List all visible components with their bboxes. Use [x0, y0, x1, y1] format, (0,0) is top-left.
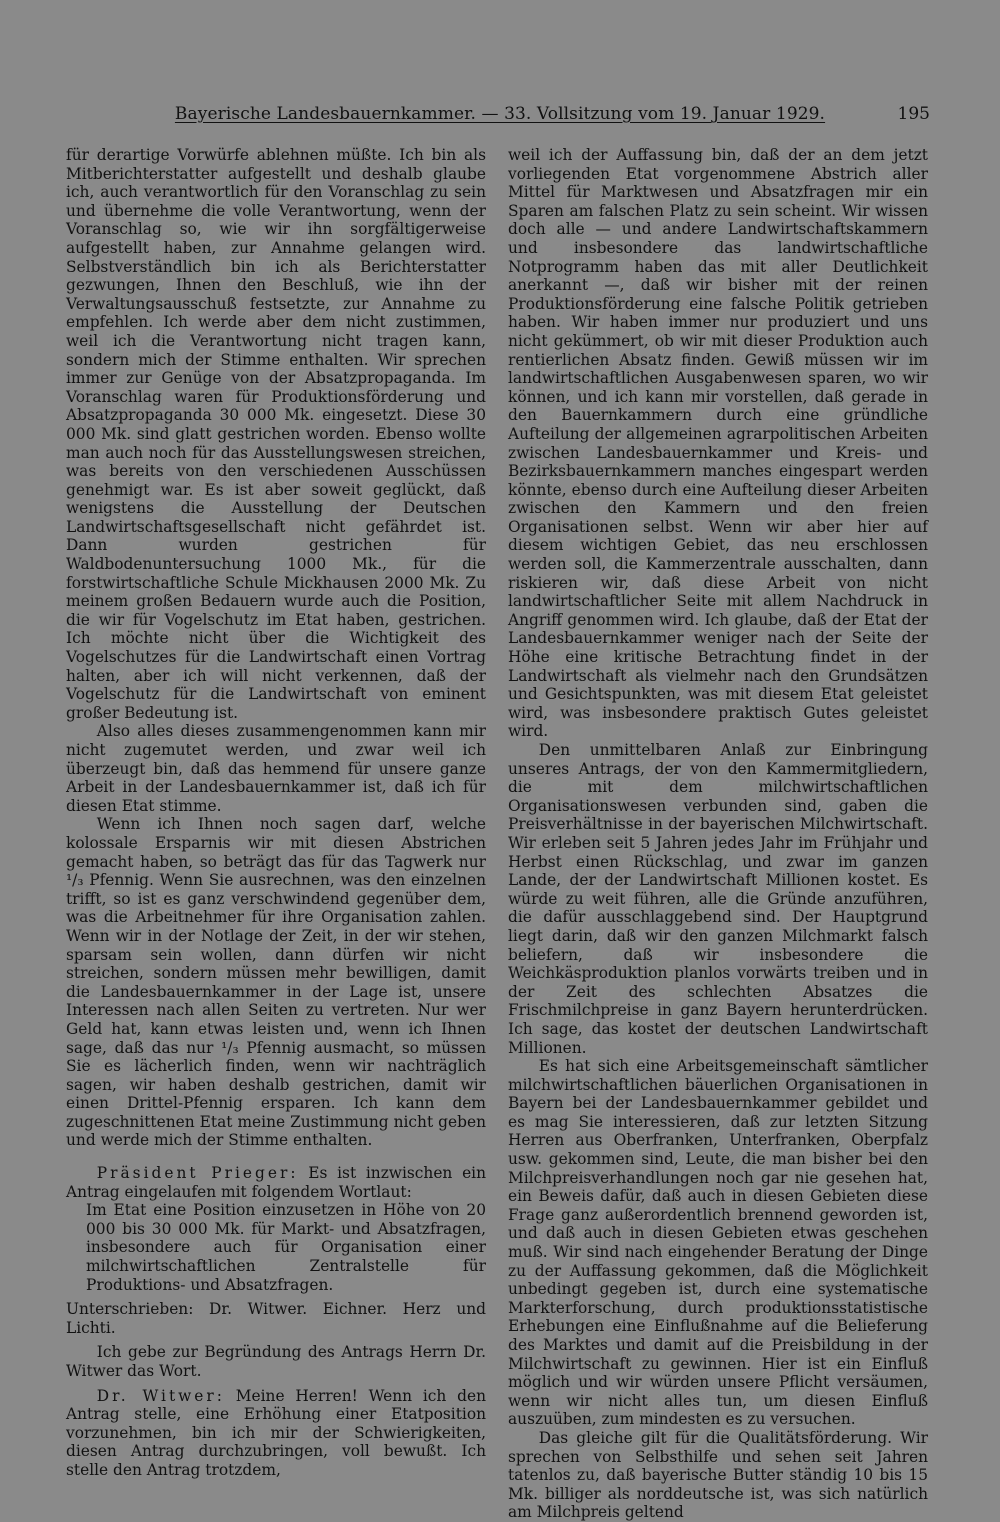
paragraph: Wenn ich Ihnen noch sagen darf, welche kolossale Ersparnis wir mit diesen Abstrichen gemacht haben, so beträgt das für das Tagwerk nur ¹/₃ Pfennig. Wenn Sie ausrechnen, was den einzelnen trifft, so ist es ganz verschwindend gegenüber dem, was die Arbeitnehmer für ihre Organisation zahlen. Wenn wir in der Notlage der Zeit, in der wir stehen, sparsam sein wollen, dann dürfen wir nicht streichen, sondern müssen mehr bewilligen, damit die Landesbauernkammer in der Lage ist, unsere Interessen nach allen Seiten zu vertreten. Nur wer Geld hat, kann etwas leisten und, wenn ich Ihnen sage, daß das nur ¹/₃ Pfennig ausmacht, so müssen Sie es lächerlich finden, wenn wir nachträglich sagen, wir haben deshalb gestrichen, damit wir einen Drittel-Pfennig ersparen. Ich kann dem zugeschnittenen Etat meine Zustimmung nicht geben und werde mich der Stimme enthalten.	[66, 815, 486, 1150]
paragraph: weil ich der Auffassung bin, daß der an dem jetzt vorliegenden Etat vorgenommene Abstrich aller Mittel für Marktwesen und Absatzfragen mir ein Sparen am falschen Platz zu sein scheint. Wir wissen doch alle — und andere Landwirtschaftskammern und insbesondere das landwirtschaftliche Notprogramm haben das mit aller Deutlichkeit anerkannt —, daß wir bisher mit der reinen Produktionsförderung eine falsche Politik getrieben haben. Wir haben immer nur produziert und uns nicht gekümmert, ob wir mit dieser Produktion auch rentierlichen Absatz finden. Gewiß müssen wir im landwirtschaftlichen Ausgabenwesen sparen, wo wir können, und ich kann mir vorstellen, daß gerade in den Bauernkammern durch eine gründliche Aufteilung der allgemeinen agrarpolitischen Arbeiten zwischen Landesbauernkammer und Kreis- und Bezirksbauernkammern manches eingespart werden könnte, ebenso durch eine Aufteilung dieser Arbeiten zwischen den Kammern und den freien Organisationen selbst. Wenn wir aber hier auf diesem wichtigen Gebiet, das neu erschlossen werden soll, die Kammerzentrale ausschalten, dann riskieren wir, daß diese Arbeit von nicht landwirtschaftlicher Seite mit allem Nachdruck in Angriff genommen wird. Ich glaube, daß der Etat der Landesbauernkammer weniger nach der Seite der Höhe eine kritische Betrachtung findet in der Landwirtschaft als vielmehr nach den Grundsätzen und Gesichtspunkten, was mit diesem Etat geleistet wird, was insbesondere praktisch Gutes geleistet wird.	[508, 146, 928, 741]
paragraph: Das gleiche gilt für die Qualitätsförderung. Wir sprechen von Selbsthilfe und sehen seit Jahren tatenlos zu, daß bayerische Butter ständig 10 bis 15 Mk. billiger als norddeutsche ist, was sich natürlich am Milchpreis geltend	[508, 1428, 928, 1522]
paragraph: Es hat sich eine Arbeitsgemeinschaft sämtlicher milchwirtschaftlichen bäuerlichen Organisationen in Bayern bei der Landesbauernkammer gebildet und es mag Sie interessieren, daß zur letzten Sitzung Herren aus Oberfranken, Unterfranken, Oberpfalz usw. gekommen sind, Leute, die man bisher bei den Milchpreisverhandlungen noch gar nie gesehen hat, ein Beweis dafür, daß auch in diesen Gebieten diese Frage ganz außerordentlich brennend geworden ist, und daß auch in diesen Gebieten etwas geschehen muß. Wir sind nach eingehender Beratung der Dinge zu der Auffassung gekommen, daß die Möglichkeit unbedingt gegeben ist, durch eine systematische Markterforschung, durch produktionsstatistische Erhebungen eine Einflußnahme auf die Belieferung des Marktes und damit auf die Preisbildung in der Milchwirtschaft zu gewinnen. Hier ist ein Einfluß möglich und wir würden unsere Pflicht versäumen, wenn wir nicht alles tun, um diesen Einfluß auszuüben, zum mindesten es zu versuchen.	[508, 1057, 928, 1429]
speaker-name: Dr. Witwer:	[96, 1386, 225, 1405]
paragraph: Ich gebe zur Begründung des Antrags Herrn Dr. Witwer das Wort.	[66, 1343, 486, 1380]
page-header	[70, 104, 930, 130]
speaker-paragraph	[66, 1387, 486, 1480]
paragraph: Also alles dieses zusammengenommen kann mir nicht zugemutet werden, und zwar weil ich überzeugt bin, daß das hemmend für unsere ganze Arbeit in der Landesbauernkammer ist, daß ich für diesen Etat stimme.	[66, 722, 486, 815]
running-title: Bayerische Landesbauernkammer. — 33. Vollsitzung vom 19. Januar 1929.	[174, 104, 826, 124]
paragraph: für derartige Vorwürfe ablehnen müßte. Ich bin als Mitberichterstatter aufgestellt und deshalb glaube ich, auch verantwortlich für den Voranschlag zu sein und übernehme die volle Verantwortung, wenn der Voranschlag so, wie wir ihn sorgfältigerweise aufgestellt haben, zur Annahme gelangen wird. Selbstverständlich bin ich als Berichterstatter gezwungen, Ihnen den Beschluß, wie ihn der Verwaltungsausschuß festsetzte, zur Annahme zu empfehlen. Ich werde aber dem nicht zustimmen, weil ich die Verantwortung nicht tragen kann, sondern mich der Stimme enthalten. Wir sprechen immer zur Genüge von der Absatzpropaganda. Im Voranschlag waren für Produktionsförderung und Absatzpropaganda 30 000 Mk. eingesetzt. Diese 30 000 Mk. sind glatt gestrichen worden. Ebenso wollte man auch noch für das Ausstellungswesen streichen, was bereits von den verschiedenen Ausschüssen genehmigt war. Es ist aber soweit geglückt, daß wenigstens die Ausstellung der Deutschen Landwirtschaftsgesellschaft nicht gefährdet ist. Dann wurden gestrichen für Waldbodenuntersuchung 1000 Mk., für die forstwirtschaftliche Schule Mickhausen 2000 Mk. Zu meinem großen Bedauern wurde auch die Position, die wir für Vogelschutz im Etat haben, gestrichen. Ich möchte nicht über die Wichtigkeit des Vogelschutzes für die Landwirtschaft einen Vortrag halten, aber ich will nicht verkennen, daß der Vogelschutz für die Landwirtschaft von eminent großer Bedeutung ist.	[66, 146, 486, 722]
motion-quote	[68, 1201, 486, 1294]
paragraph: Den unmittelbaren Anlaß zur Einbringung unseres Antrags, der von den Kammermitgliedern, die mit dem milchwirtschaftlichen Organisationswesen verbunden sind, gaben die Preisverhältnisse in der bayerischen Milchwirtschaft. Wir erleben seit 5 Jahren jedes Jahr im Frühjahr und Herbst einen Rückschlag, und zwar im ganzen Lande, der der Landwirtschaft Millionen kostet. Es würde zu weit führen, alle die Gründe anzuführen, die dafür ausschlaggebend sind. Der Hauptgrund liegt darin, daß wir den ganzen Milchmarkt falsch beliefern, daß wir insbesondere die Weichkäsproduktion planlos vorwärts treiben und in der Zeit des schlechten Absatzes die Frischmilchpreise in ganz Bayern herunterdrücken. Ich sage, das kostet der deutschen Landwirtschaft Millionen.	[508, 741, 928, 1057]
right-column	[508, 146, 928, 1522]
signatories: Unterschrieben: Dr. Witwer. Eichner. Herz und Lichti.	[66, 1300, 486, 1337]
quote-text: Im Etat eine Position einzusetzen in Höhe von 20 000 bis 30 000 Mk. für Markt- und Absatzfragen, insbesondere auch für Organisation einer milchwirtschaftlichen Zentralstelle für Produktions- und Absatzfragen.	[86, 1201, 486, 1294]
left-column	[66, 146, 486, 1480]
speaker-paragraph	[66, 1164, 486, 1201]
speech-text: Es ist inzwischen ein Antrag eingelaufen mit folgendem Wortlaut:	[66, 1164, 487, 1201]
speaker-name: Präsident Prieger:	[96, 1164, 299, 1183]
speech-text: Meine Herren! Wenn ich den Antrag stelle, eine Erhöhung einer Etatposition vorzunehmen, bin ich mir der Schwierigkeiten, diesen Antrag durchzubringen, voll bewußt. Ich stelle den Antrag trotzdem,	[66, 1386, 486, 1479]
page-number: 195	[897, 104, 930, 124]
